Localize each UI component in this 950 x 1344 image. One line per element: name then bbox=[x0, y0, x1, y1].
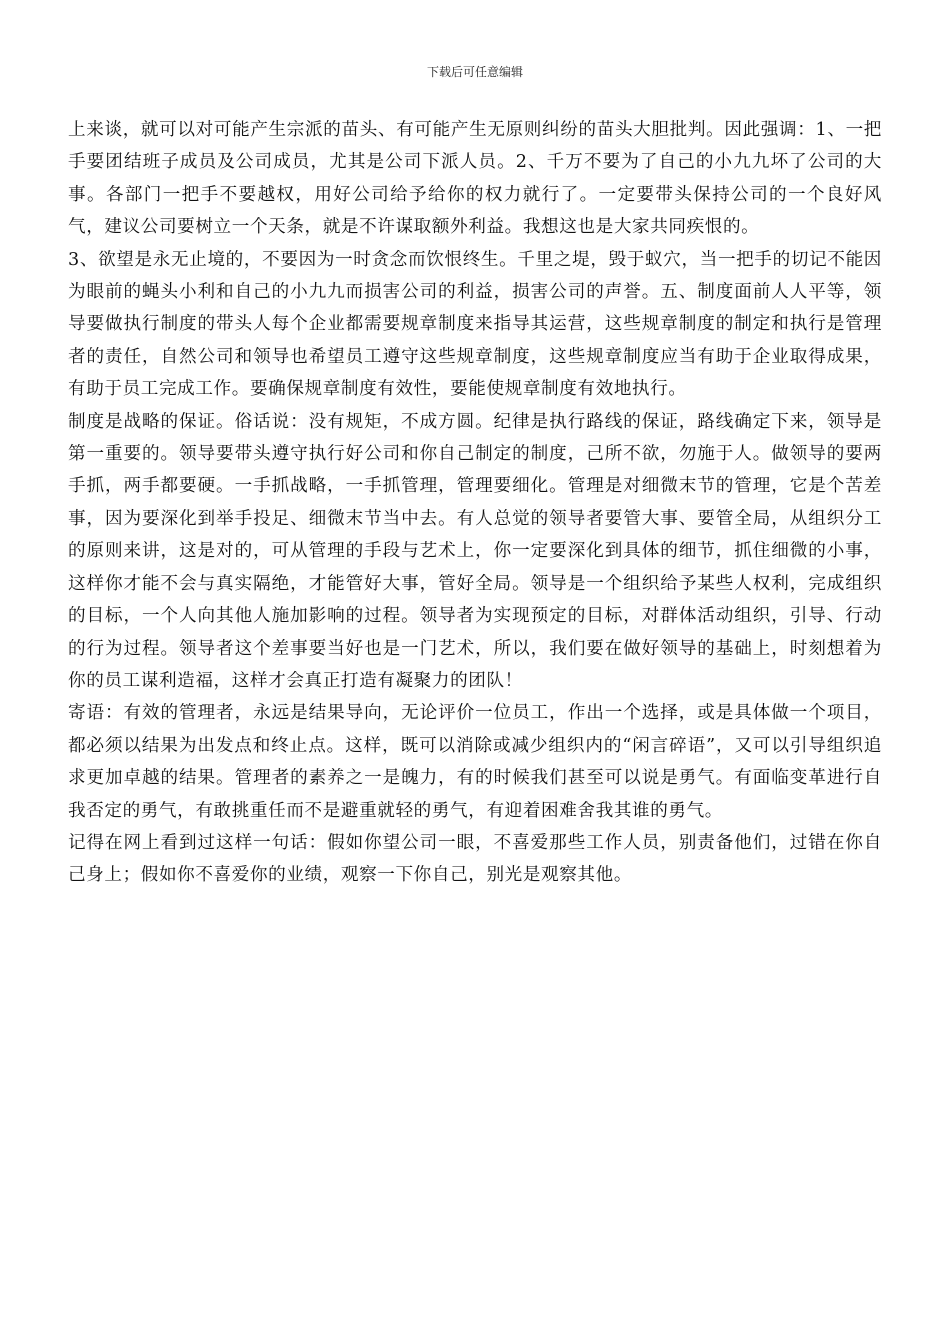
paragraph-3: 制度是战略的保证。俗话说：没有规矩，不成方圆。纪律是执行路线的保证，路线确定下来，领导是第一重要的。领导要带头遵守执行好公司和你自己制定的制度，己所不欲，勿施于人。做领导的要两手抓，两手都要硬。一手抓战略，一手抓管理，管理要细化。管理是对细微末节的管理，它是个苦差事，因为要深化到举手投足、细微末节当中去。有人总觉的领导者要管大事、要管全局，从组织分工的原则来讲，这是对的，可从管理的手段与艺术上，你一定要深化到具体的细节，抓住细微的小事，这样你才能不会与真实隔绝，才能管好大事，管好全局。领导是一个组织给予某些人权利，完成组织的目标，一个人向其他人施加影响的过程。领导者为实现预定的目标，对群体活动组织，引导、行动的行为过程。领导者这个差事要当好也是一门艺术，所以，我们要在做好领导的基础上，时刻想着为你的员工谋利造福，这样才会真正打造有凝聚力的团队！ bbox=[68, 411, 882, 691]
paragraph-1: 上来谈，就可以对可能产生宗派的苗头、有可能产生无原则纠纷的苗头大胆批判。因此强调：1、一把手要团结班子成员及公司成员，尤其是公司下派人员。2、千万不要为了自己的小九九坏了公司的大事。各部门一把手不要越权，用好公司给予给你的权力就行了。一定要带头保持公司的一个良好风气，建议公司要树立一个天条，就是不许谋取额外利益。我想这也是大家共同疾恨的。 bbox=[68, 120, 882, 238]
document-body bbox=[68, 114, 882, 892]
page-header: 下载后可任意编辑 bbox=[426, 65, 523, 79]
paragraph-4: 寄语：有效的管理者，永远是结果导向，无论评价一位员工，作出一个选择，或是具体做一个项目，都必须以结果为出发点和终止点。这样，既可以消除或减少组织内的“闲言碎语”，又可以引导组织追求更加卓越的结果。管理者的素养之一是魄力，有的时候我们甚至可以说是勇气。有面临变革进行自我否定的勇气，有敢挑重任而不是避重就轻的勇气，有迎着困难舍我其谁的勇气。 bbox=[68, 703, 882, 821]
paragraph-2: 3、欲望是永无止境的，不要因为一时贪念而饮恨终生。千里之堤，毁于蚁穴，当一把手的切记不能因为眼前的蝇头小利和自己的小九九而损害公司的利益，损害公司的声誉。五、制度面前人人平等，领导要做执行制度的带头人每个企业都需要规章制度来指导其运营，这些规章制度的制定和执行是管理者的责任，自然公司和领导也希望员工遵守这些规章制度，这些规章制度应当有助于企业取得成果，有助于员工完成工作。要确保规章制度有效性，要能使规章制度有效地执行。 bbox=[68, 249, 882, 400]
paragraph-5: 记得在网上看到过这样一句话：假如你望公司一眼，不喜爱那些工作人员，别责备他们，过错在你自己身上；假如你不喜爱你的业绩，观察一下你自己，别光是观察其他。 bbox=[68, 832, 882, 886]
